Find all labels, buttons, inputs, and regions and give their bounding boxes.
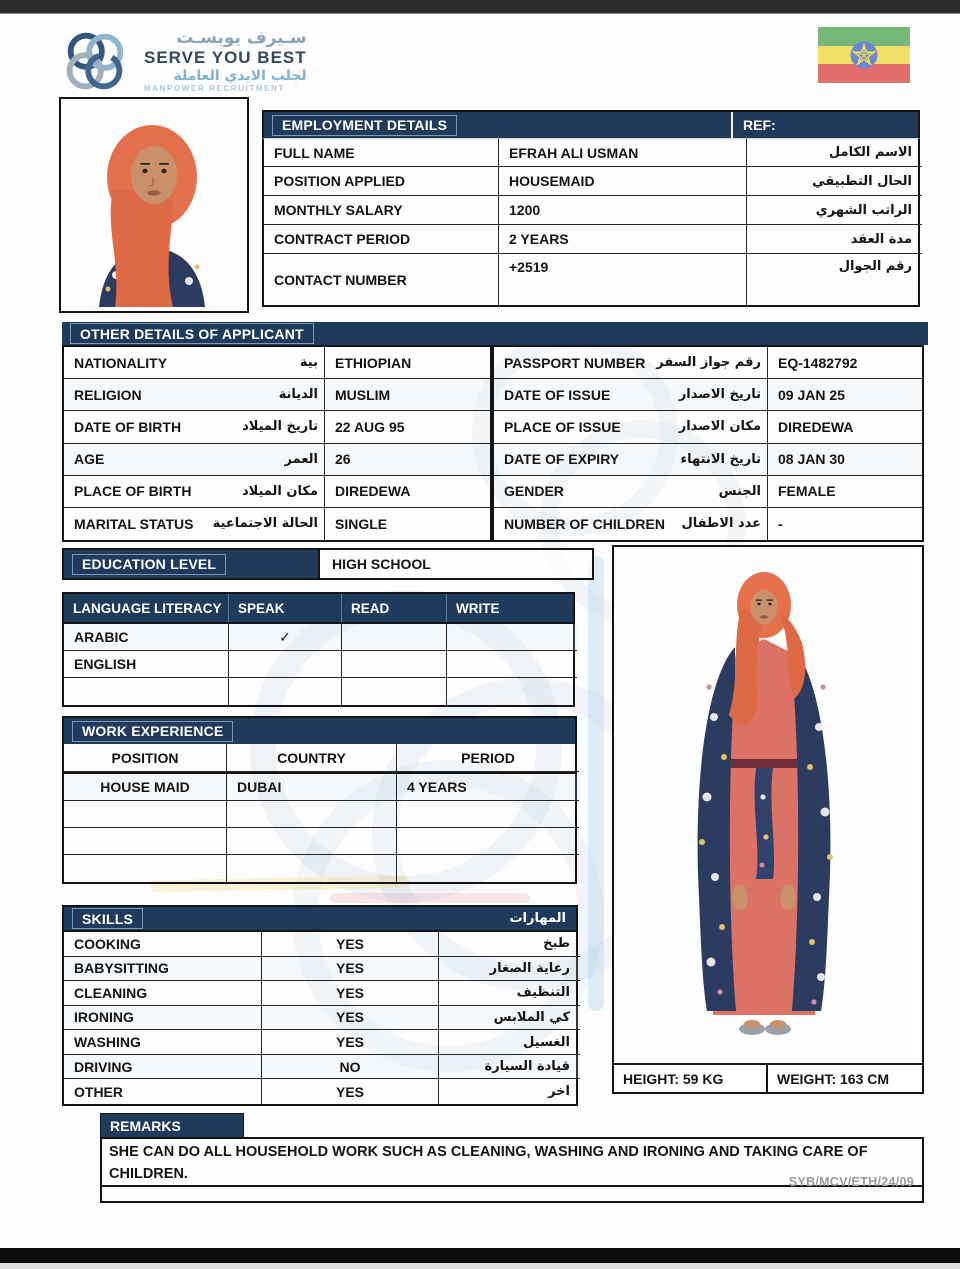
language-read bbox=[342, 624, 447, 651]
field-label: PLACE OF ISSUE bbox=[504, 418, 621, 435]
experience-position bbox=[64, 801, 227, 828]
field-label-arabic: الحالة الاجتماعية bbox=[212, 516, 318, 532]
education-level-label: EDUCATION LEVEL bbox=[72, 554, 226, 575]
experience-country bbox=[227, 801, 397, 828]
field-label-arabic: مدة العقد bbox=[747, 225, 922, 254]
field-label: RELIGION bbox=[74, 386, 142, 403]
field-value: 26 bbox=[325, 444, 490, 476]
experience-country bbox=[227, 855, 397, 882]
skill-name: DRIVING bbox=[64, 1055, 262, 1080]
field-label: CONTRACT PERIOD bbox=[264, 225, 499, 254]
other-details-header-right bbox=[492, 322, 928, 345]
field-label-arabic: الراتب الشهري bbox=[747, 196, 922, 225]
field-value: - bbox=[778, 515, 783, 532]
field-label-arabic: الجنس bbox=[718, 483, 761, 499]
experience-period bbox=[397, 855, 579, 882]
skill-value: YES bbox=[262, 932, 439, 957]
other-details-left-table bbox=[62, 345, 492, 542]
experience-country: DUBAI bbox=[227, 774, 397, 801]
field-value: HOUSEMAID bbox=[499, 167, 747, 196]
skill-value: NO bbox=[262, 1055, 439, 1080]
height-weight-row bbox=[612, 1063, 924, 1094]
language-speak bbox=[229, 678, 342, 705]
field-value: 2 YEARS bbox=[499, 225, 747, 254]
column-header: LANGUAGE LITERACY bbox=[64, 594, 229, 622]
skill-name-arabic: قيادة السيارة bbox=[439, 1055, 580, 1080]
field-label-arabic: عدد الاطفال bbox=[681, 516, 761, 532]
skill-name: BABYSITTING bbox=[64, 957, 262, 982]
column-header: POSITION bbox=[64, 744, 227, 772]
field-value: MUSLIM bbox=[325, 379, 490, 411]
portrait-photo bbox=[59, 97, 249, 313]
remarks-title: REMARKS bbox=[100, 1113, 244, 1139]
employment-details-title: EMPLOYMENT DETAILS bbox=[272, 115, 457, 136]
field-label: POSITION APPLIED bbox=[264, 167, 499, 196]
field-label: AGE bbox=[74, 451, 105, 468]
skill-name: COOKING bbox=[64, 932, 262, 957]
field-value: DIREDEWA bbox=[325, 476, 490, 508]
language-name: ARABIC bbox=[64, 624, 229, 651]
skill-name-arabic: التنظيف bbox=[439, 981, 580, 1006]
experience-period: 4 YEARS bbox=[397, 774, 579, 801]
field-value: SINGLE bbox=[335, 515, 388, 532]
field-label: PASSPORT NUMBER bbox=[504, 354, 646, 371]
skill-name: CLEANING bbox=[64, 981, 262, 1006]
skill-name-arabic: طبخ bbox=[439, 932, 580, 957]
field-label-arabic: الديانة bbox=[278, 387, 318, 403]
skill-name: IRONING bbox=[64, 1006, 262, 1031]
field-value: ETHIOPIAN bbox=[325, 347, 490, 379]
ref-label: REF: bbox=[731, 112, 918, 138]
field-label: NUMBER OF CHILDREN bbox=[504, 515, 665, 532]
agency-logo bbox=[56, 22, 307, 100]
bottom-edge-strip bbox=[0, 1263, 960, 1269]
scan-smudge bbox=[330, 893, 530, 903]
field-value: 09 JAN 25 bbox=[768, 379, 922, 411]
skill-name-arabic: اخر bbox=[548, 1084, 570, 1100]
column-header: PERIOD bbox=[397, 744, 579, 772]
field-label-arabic: رقم جواز السفر bbox=[656, 355, 761, 371]
top-frame-bar bbox=[0, 0, 960, 14]
column-header: READ bbox=[342, 594, 447, 622]
field-label: CONTACT NUMBER bbox=[264, 254, 499, 305]
field-label-arabic: مكان الاصدار bbox=[678, 419, 761, 435]
field-label: NATIONALITY bbox=[74, 354, 168, 371]
language-literacy-table bbox=[62, 592, 575, 707]
ethiopia-flag-icon bbox=[818, 27, 910, 88]
skill-value: YES bbox=[262, 1006, 439, 1031]
field-label-arabic: بية bbox=[299, 355, 318, 371]
language-name bbox=[64, 678, 229, 705]
language-write bbox=[447, 624, 577, 651]
skill-name-arabic: كي الملابس bbox=[439, 1006, 580, 1031]
field-label: DATE OF ISSUE bbox=[504, 386, 611, 403]
language-write bbox=[447, 678, 577, 705]
field-value: +2519 bbox=[499, 254, 747, 305]
field-label: MONTHLY SALARY bbox=[264, 196, 499, 225]
education-level-row bbox=[62, 548, 594, 580]
education-level-value: HIGH SCHOOL bbox=[318, 550, 592, 578]
field-label: DATE OF BIRTH bbox=[74, 418, 182, 435]
skill-value: YES bbox=[262, 1030, 439, 1055]
field-label-arabic: العمر bbox=[284, 451, 318, 467]
bottom-frame-bar bbox=[0, 1248, 960, 1263]
logo-arabic-name: سـيرف يوبسـت bbox=[176, 27, 307, 48]
field-label-arabic: رقم الجوال bbox=[838, 259, 912, 274]
remarks-box bbox=[100, 1137, 924, 1203]
weight-value: WEIGHT: 163 CM bbox=[766, 1065, 922, 1092]
knot-rings-icon bbox=[56, 22, 134, 100]
field-label-arabic: تاريخ الاصدار bbox=[678, 387, 761, 403]
field-label: DATE OF EXPIRY bbox=[504, 451, 620, 468]
document-code: SYB/MCV/ETH/24/09 bbox=[788, 1175, 914, 1189]
watermark-band bbox=[588, 556, 604, 1011]
field-label-arabic: تاريخ الميلاد bbox=[242, 419, 318, 435]
field-value: 08 JAN 30 bbox=[768, 444, 922, 476]
skills-table bbox=[62, 905, 578, 1106]
employment-details-table bbox=[262, 110, 920, 307]
experience-position: HOUSE MAID bbox=[64, 774, 227, 801]
work-experience-table bbox=[62, 716, 577, 884]
language-name: ENGLISH bbox=[64, 651, 229, 678]
skill-name: WASHING bbox=[64, 1030, 262, 1055]
experience-position bbox=[64, 828, 227, 855]
field-value: 1200 bbox=[499, 196, 747, 225]
skills-title-arabic: المهارات bbox=[509, 911, 566, 926]
language-read bbox=[342, 678, 447, 705]
other-details-header bbox=[62, 322, 496, 345]
field-value: EQ-1482792 bbox=[768, 347, 922, 379]
field-value: 22 AUG 95 bbox=[325, 411, 490, 443]
experience-position bbox=[64, 855, 227, 882]
full-body-photo bbox=[612, 545, 924, 1065]
work-experience-title: WORK EXPERIENCE bbox=[72, 721, 233, 742]
skill-value: YES bbox=[262, 957, 439, 982]
field-label: MARITAL STATUS bbox=[74, 515, 194, 532]
language-speak bbox=[229, 651, 342, 678]
field-label: GENDER bbox=[504, 483, 564, 500]
language-write bbox=[447, 651, 577, 678]
language-read bbox=[342, 651, 447, 678]
skills-title: SKILLS bbox=[72, 908, 143, 929]
field-label: FULL NAME bbox=[264, 139, 499, 167]
field-label-arabic: الاسم الكامل bbox=[747, 139, 922, 167]
remarks-text: SHE CAN DO ALL HOUSEHOLD WORK SUCH AS CLEANING, WASHING AND IRONING AND TAKING CARE OF CHILDREN. bbox=[102, 1139, 922, 1187]
skill-value: YES bbox=[262, 981, 439, 1006]
height-value: HEIGHT: 59 KG bbox=[623, 1070, 724, 1087]
column-header: SPEAK bbox=[229, 594, 342, 622]
other-details-right-table bbox=[492, 345, 924, 542]
field-label-arabic: الحال التطبيقي bbox=[747, 167, 922, 196]
experience-period bbox=[397, 801, 579, 828]
other-details-title: OTHER DETAILS OF APPLICANT bbox=[70, 323, 314, 344]
logo-english-tagline: MANPOWER RECRUITMENT bbox=[144, 84, 285, 93]
field-label: PLACE OF BIRTH bbox=[74, 483, 192, 500]
field-value: DIREDEWA bbox=[768, 411, 922, 443]
skill-name-arabic: الغسيل bbox=[439, 1030, 580, 1055]
check-icon: ✓ bbox=[229, 624, 342, 651]
logo-arabic-tagline: لجلب الايدي العاملة bbox=[173, 67, 307, 84]
skill-value: YES bbox=[262, 1079, 439, 1104]
column-header: COUNTRY bbox=[227, 744, 397, 772]
field-value: FEMALE bbox=[768, 476, 922, 508]
skill-name: OTHER bbox=[64, 1079, 262, 1104]
logo-english-name: SERVE YOU BEST bbox=[144, 48, 307, 68]
skill-name-arabic: رعاية الصغار bbox=[439, 957, 580, 982]
field-label-arabic: تاريخ الانتهاء bbox=[680, 451, 761, 467]
field-label-arabic: مكان الميلاد bbox=[241, 483, 318, 499]
experience-period bbox=[397, 828, 579, 855]
field-value: EFRAH ALI USMAN bbox=[499, 139, 747, 167]
column-header: WRITE bbox=[456, 600, 500, 616]
experience-country bbox=[227, 828, 397, 855]
